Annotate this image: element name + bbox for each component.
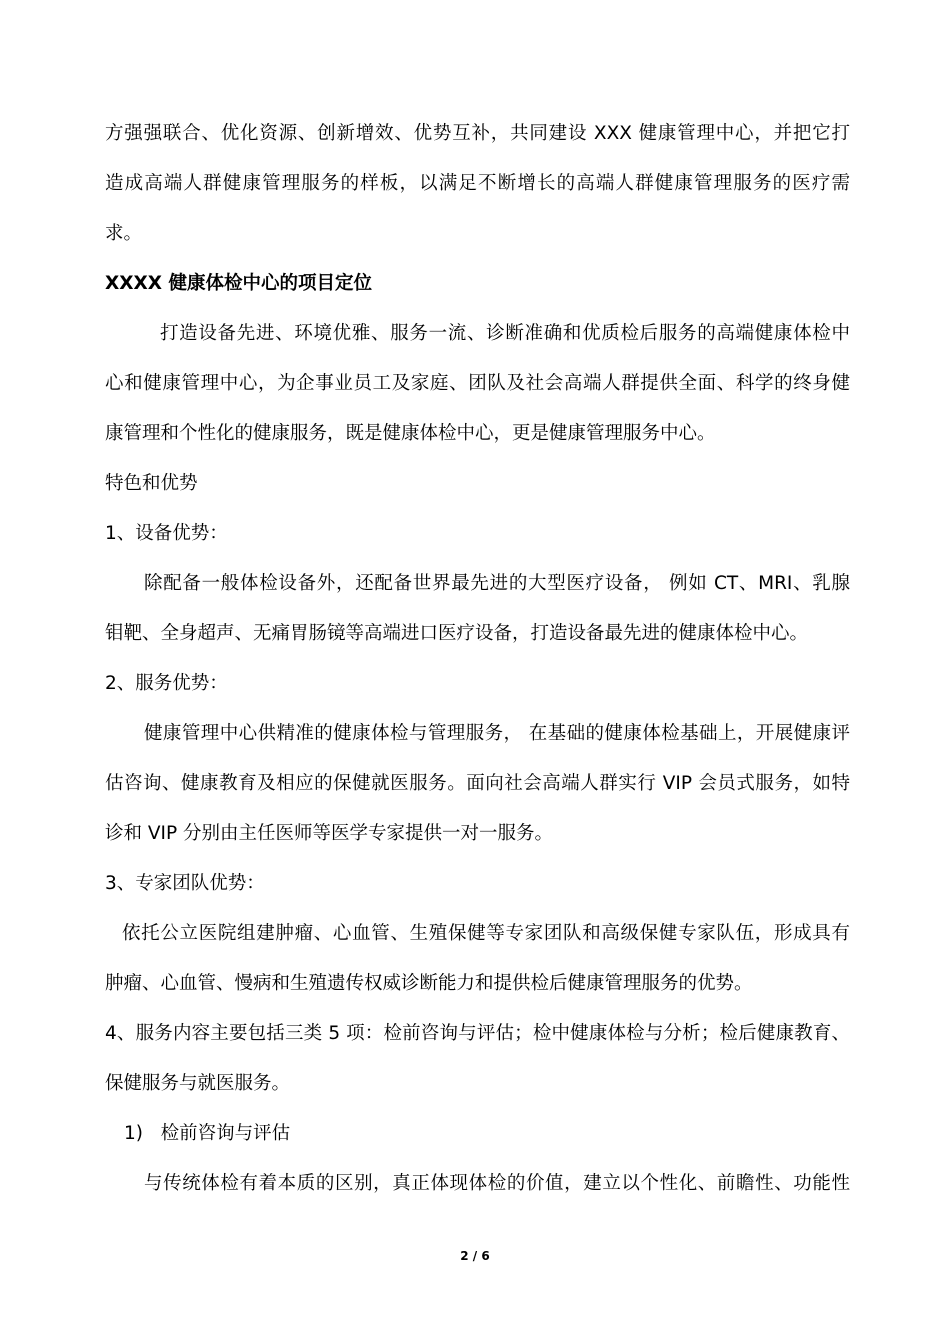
item-3-line-1: 依托公立医院组建肿瘤、心血管、生殖保健等专家团队和高级保健专家队伍，形成具有 — [122, 923, 850, 944]
item-4-line-2: 保健服务与就医服务。 — [105, 1073, 291, 1094]
item-2-title: 2、服务优势： — [105, 673, 228, 694]
item-2-line-2: 估咨询、健康教育及相应的保健就医服务。面向社会高端人群实行 VIP 会员式服务，如特 — [105, 773, 850, 794]
item-2-line-1: 健康管理中心供精准的健康体检与管理服务， 在基础的健康体检基础上，开展健康评 — [144, 723, 850, 744]
paragraph-2-line-3: 康管理和个性化的健康服务，既是健康体检中心，更是健康管理服务中心。 — [105, 423, 716, 444]
item-3-line-2: 肿瘤、心血管、慢病和生殖遗传权威诊断能力和提供检后健康管理服务的优势。 — [105, 973, 753, 994]
features-title: 特色和优势 — [105, 473, 198, 494]
paragraph-2-line-2: 心和健康管理中心，为企事业员工及家庭、团队及社会高端人群提供全面、科学的终身健 — [105, 373, 850, 394]
item-2-line-3: 诊和 VIP 分别由主任医师等医学专家提供一对一服务。 — [105, 823, 554, 844]
section-heading: XXXX 健康体检中心的项目定位 — [105, 273, 372, 294]
sub-item-1-line-1: 与传统体检有着本质的区别，真正体现体检的价值，建立以个性化、前瞻性、功能性 — [144, 1173, 850, 1194]
item-4-line-1: 4、服务内容主要包括三类 5 项：检前咨询与评估；检中健康体检与分析；检后健康教育、 — [105, 1023, 850, 1044]
page-number: 2 / 6 — [460, 1249, 490, 1263]
item-1-title: 1、设备优势： — [105, 523, 228, 544]
item-1-line-2: 钼靶、全身超声、无痛胃肠镜等高端进口医疗设备，打造设备最先进的健康体检中心。 — [105, 623, 809, 644]
paragraph-1-line-1: 方强强联合、优化资源、创新增效、优势互补，共同建设 XXX 健康管理中心，并把它打 — [105, 123, 850, 144]
paragraph-1-line-2: 造成高端人群健康管理服务的样板，以满足不断增长的高端人群健康管理服务的医疗需 — [105, 173, 850, 194]
paragraph-2-line-1: 打造设备先进、环境优雅、服务一流、诊断准确和优质检后服务的高端健康体检中 — [160, 323, 850, 344]
item-3-title: 3、专家团队优势： — [105, 873, 265, 894]
paragraph-1-line-3: 求。 — [105, 223, 143, 244]
sub-item-1-title: 1) 检前咨询与评估 — [124, 1123, 291, 1144]
item-1-line-1: 除配备一般体检设备外，还配备世界最先进的大型医疗设备， 例如 CT、MRI、乳腺 — [144, 573, 850, 594]
